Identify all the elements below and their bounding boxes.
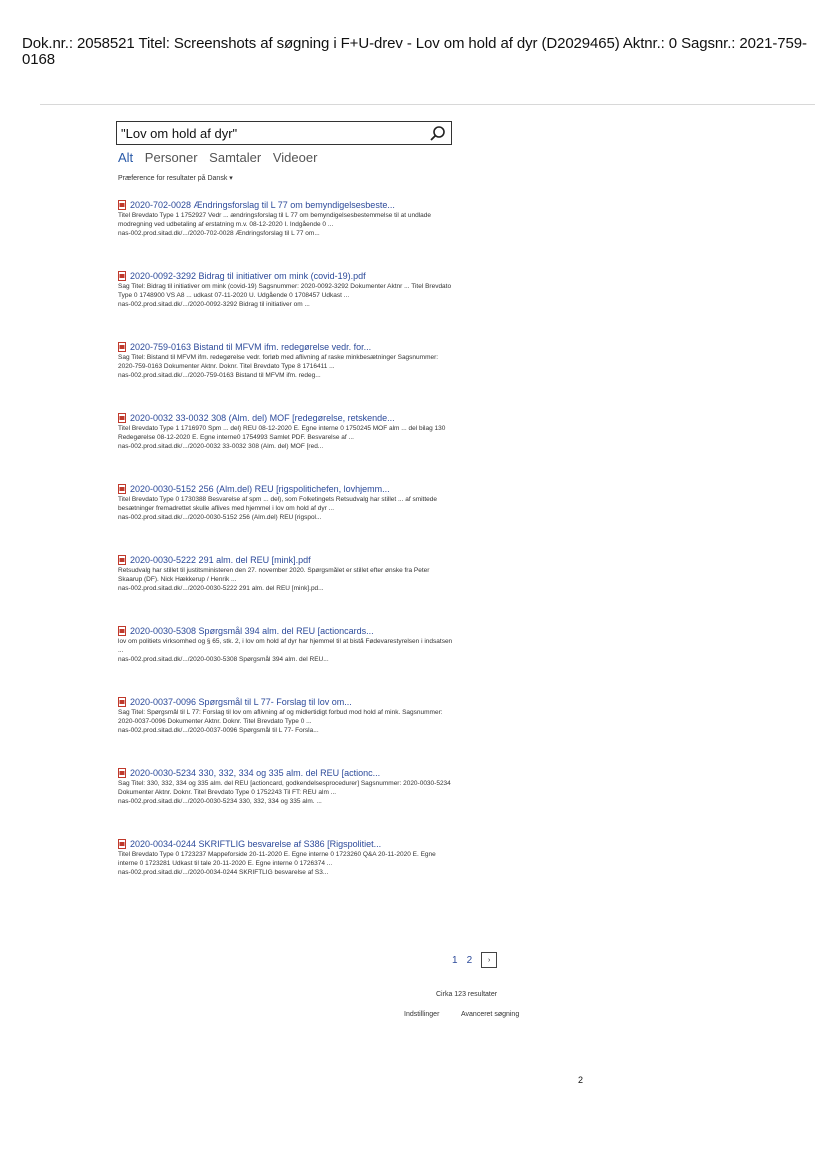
result-title: 2020-0030-5222 291 alm. del REU [mink].pdf — [130, 554, 311, 565]
language-preference[interactable]: Præference for resultater på Dansk ▾ — [118, 175, 233, 182]
search-tabs — [118, 150, 325, 165]
result-snippet: Sag Titel: 330, 332, 334 og 335 alm. del REU [actioncard, godkendelsesprocedurer] Sagsnummer: 2020-0030-5234 Dokumenter Aktnr. Doknr. Titel Brevdato Type 0 1752243 Til FT: REU alm ... — [118, 780, 451, 796]
result-title-link[interactable] — [118, 411, 458, 424]
result-title-link[interactable] — [118, 198, 458, 211]
result-url: nas-002.prod.sitad.dk/.../2020-0032 33-0032 308 (Alm. del) MOF [red... — [118, 443, 324, 450]
result-url: nas-002.prod.sitad.dk/.../2020-0030-5234 330, 332, 334 og 335 alm. ... — [118, 798, 322, 805]
result-item — [118, 624, 458, 695]
advanced-search-link[interactable]: Avanceret søgning — [460, 1011, 520, 1018]
divider — [40, 104, 815, 105]
tab-videos[interactable]: Videoer — [272, 150, 318, 165]
result-url: nas-002.prod.sitad.dk/.../2020-0030-5152 256 (Alm.del) REU [rigspol... — [118, 514, 322, 521]
result-url: nas-002.prod.sitad.dk/.../2020-0092-3292 Bidrag til initiativer om ... — [118, 301, 310, 308]
result-snippet: Titel Brevdato Type 1 1716970 Spm ... del) REU 08-12-2020 E. Egne interne 0 1750245 MOF alm ... del bilag 130 Redegørelse 08-12-2020 E. Egne interne0 1754993 Samlet PDF. Besvarelse af ... — [118, 425, 446, 441]
result-snippet: Sag Titel: Bidrag til initiativer om mink (covid-19) Sagsnummer: 2020-0092-3292 Dokumenter Aktnr ... Titel Brevdato Type 0 1748900 VS A8 ... udkast 07-11-2020 U. Udgående 0 1708457 Udkast ... — [118, 283, 452, 299]
result-snippet: Titel Brevdato Type 0 1723237 Mappeforside 20-11-2020 E. Egne interne 0 1723260 Q&A 20-11-2020 E. Egne interne 0 1723281 Udkast til tale 20-11-2020 E. Egne interne 0 1726374 ... — [118, 851, 436, 867]
next-page-button[interactable]: › — [481, 952, 497, 968]
result-item — [118, 553, 458, 624]
result-url: nas-002.prod.sitad.dk/.../2020-0034-0244 SKRIFTLIG besvarelse af S3... — [118, 869, 329, 876]
result-title-link[interactable] — [118, 553, 458, 566]
result-title: 2020-0030-5308 Spørgsmål 394 alm. del REU [actioncards... — [130, 625, 374, 636]
pdf-file-icon — [118, 200, 126, 210]
pdf-file-icon — [118, 413, 126, 423]
search-box[interactable] — [116, 121, 452, 145]
result-snippet: Titel Brevdato Type 1 1752927 Vedr ... ændringsforslag til L 77 om bemyndigelsesbestemmelse til at undlade modregning ved udbetaling af erstatning m.v. 08-12-2020 I. Indgående 0 ... — [118, 212, 432, 228]
result-item — [118, 198, 458, 269]
result-title-link[interactable] — [118, 624, 458, 637]
result-title-link[interactable] — [118, 340, 458, 353]
result-title: 2020-0032 33-0032 308 (Alm. del) MOF [redegørelse, retskende... — [130, 412, 395, 423]
result-item — [118, 411, 458, 482]
tab-all[interactable]: Alt — [118, 150, 134, 165]
result-url: nas-002.prod.sitad.dk/.../2020-702-0028 Ændringsforslag til L 77 om... — [118, 230, 320, 237]
pdf-file-icon — [118, 839, 126, 849]
document-header: Dok.nr.: 2058521 Titel: Screenshots af søgning i F+U-drev - Lov om hold af dyr (D2029465) Aktnr.: 0 Sagsnr.: 2021-759-0168 — [22, 35, 807, 68]
result-title-link[interactable] — [118, 269, 458, 282]
result-url: nas-002.prod.sitad.dk/.../2020-0037-0096 Spørgsmål til L 77- Forsla... — [118, 727, 319, 734]
result-snippet: Sag Titel: Spørgsmål til L 77: Forslag til lov om aflivning af og midlertidigt forbud mod hold af mink. Sagsnummer: 2020-0037-0096 Dokumenter Aktnr. Doknr. Titel Brevdato Type 0 ... — [118, 709, 443, 725]
result-title-link[interactable] — [118, 695, 458, 708]
result-snippet: Sag Titel: Bistand til MFVM ifm. redegørelse vedr. forløb med aflivning af raske minkbesætninger Sagsnummer: 2020-759-0163 Dokumenter Aktnr. Doknr. Titel Brevdato Type 8 1716411 ... — [118, 354, 439, 370]
result-item — [118, 695, 458, 766]
search-icon[interactable] — [429, 125, 446, 142]
tab-people[interactable]: Personer — [144, 150, 198, 165]
pdf-file-icon — [118, 342, 126, 352]
result-title: 2020-702-0028 Ændringsforslag til L 77 om bemyndigelsesbeste... — [130, 199, 395, 210]
result-url: nas-002.prod.sitad.dk/.../2020-0030-5222 291 alm. del REU [mink].pd... — [118, 585, 324, 592]
settings-link[interactable]: Indstillinger — [404, 1011, 440, 1018]
results-list — [118, 198, 458, 908]
result-title-link[interactable] — [118, 837, 458, 850]
result-item — [118, 340, 458, 411]
result-title: 2020-0092-3292 Bidrag til initiativer om mink (covid-19).pdf — [130, 270, 366, 281]
result-item — [118, 766, 458, 837]
result-title: 2020-0034-0244 SKRIFTLIG besvarelse af S386 [Rigspolitiet... — [130, 838, 382, 849]
result-title: 2020-0037-0096 Spørgsmål til L 77- Forslag til lov om... — [130, 696, 352, 707]
footer-links — [404, 1011, 539, 1018]
pdf-file-icon — [118, 626, 126, 636]
result-snippet: Titel Brevdato Type 0 1730388 Besvarelse af spm ... del), som Folketingets Retsudvalg har stillet ... af smittede besætninger fremadrettet skulle aflives med hjemmel i lov om hold af dyr ... — [118, 496, 438, 512]
page-number: 2 — [578, 1075, 584, 1085]
result-item — [118, 837, 458, 908]
result-title: 2020-759-0163 Bistand til MFVM ifm. redegørelse vedr. for... — [130, 341, 372, 352]
tab-conversations[interactable]: Samtaler — [209, 150, 262, 165]
pdf-file-icon — [118, 768, 126, 778]
result-item — [118, 482, 458, 553]
pdf-file-icon — [118, 271, 126, 281]
pdf-file-icon — [118, 555, 126, 565]
result-snippet: Retsudvalg har stillet til justitsministeren den 27. november 2020. Spørgsmålet er stillet efter ønske fra Peter Skaarup (DF). Nick Hækkerup / Henrik ... — [118, 567, 430, 583]
result-snippet: lov om politiets virksomhed og § 65, stk. 2, i lov om hold af dyr har hjemmel til at bistå Fødevarestyrelsen i indsatsen ... — [118, 638, 453, 654]
result-title: 2020-0030-5152 256 (Alm.del) REU [rigspolitichefen, lovhjemm... — [130, 483, 390, 494]
page-link-1[interactable]: 1 — [452, 954, 458, 966]
pdf-file-icon — [118, 484, 126, 494]
page-link-2[interactable]: 2 — [466, 954, 473, 966]
pagination — [452, 952, 497, 968]
result-item — [118, 269, 458, 340]
search-input[interactable] — [121, 124, 421, 142]
result-title: 2020-0030-5234 330, 332, 334 og 335 alm. del REU [actionc... — [130, 767, 381, 778]
pdf-file-icon — [118, 697, 126, 707]
result-url: nas-002.prod.sitad.dk/.../2020-759-0163 Bistand til MFVM ifm. redeg... — [118, 372, 321, 379]
result-count: Cirka 123 resultater — [436, 991, 498, 998]
result-title-link[interactable] — [118, 766, 458, 779]
result-url: nas-002.prod.sitad.dk/.../2020-0030-5308 Spørgsmål 394 alm. del REU... — [118, 656, 329, 663]
result-title-link[interactable] — [118, 482, 458, 495]
